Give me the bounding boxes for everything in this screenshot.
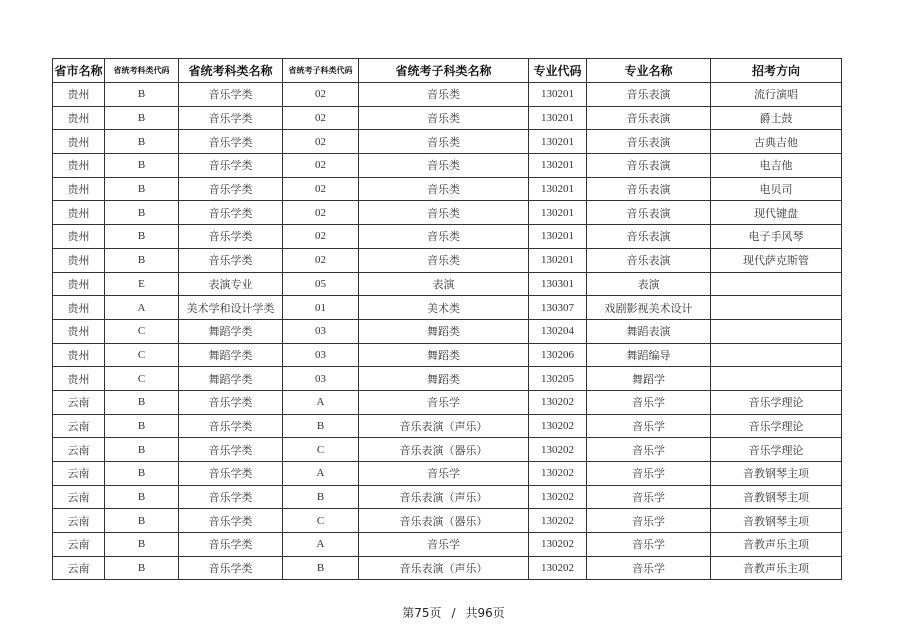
cell-province: 贵州 — [53, 272, 105, 296]
cell-province: 贵州 — [53, 319, 105, 343]
cell-major-name: 音乐学 — [587, 462, 711, 486]
cell-category-code: B — [105, 130, 179, 154]
cell-direction: 音教钢琴主项 — [711, 462, 842, 486]
cell-category-name: 表演专业 — [179, 272, 283, 296]
cell-direction — [711, 343, 842, 367]
cell-category-code: B — [105, 225, 179, 249]
cell-category-code: B — [105, 248, 179, 272]
cell-subcategory-code: A — [283, 462, 359, 486]
cell-province: 云南 — [53, 556, 105, 580]
table-row — [53, 225, 842, 249]
cell-category-code: C — [105, 367, 179, 391]
header-category-name: 省统考科类名称 — [179, 59, 283, 83]
cell-subcategory-name: 音乐表演（器乐） — [359, 438, 529, 462]
table-row — [53, 177, 842, 201]
cell-category-code: B — [105, 201, 179, 225]
header-major-code: 专业代码 — [529, 59, 587, 83]
cell-category-code: B — [105, 533, 179, 557]
cell-category-code: B — [105, 462, 179, 486]
cell-subcategory-code: 02 — [283, 201, 359, 225]
cell-province: 贵州 — [53, 296, 105, 320]
table-row — [53, 533, 842, 557]
cell-major-code: 130307 — [529, 296, 587, 320]
cell-major-name: 音乐表演 — [587, 130, 711, 154]
cell-major-code: 130204 — [529, 319, 587, 343]
cell-major-name: 音乐表演 — [587, 225, 711, 249]
cell-category-name: 音乐学类 — [179, 154, 283, 178]
cell-major-code: 130202 — [529, 485, 587, 509]
cell-major-name: 音乐表演 — [587, 177, 711, 201]
cell-province: 贵州 — [53, 225, 105, 249]
table-row — [53, 462, 842, 486]
cell-direction: 现代萨克斯管 — [711, 248, 842, 272]
cell-subcategory-name: 音乐表演（器乐） — [359, 509, 529, 533]
cell-category-name: 音乐学类 — [179, 485, 283, 509]
cell-subcategory-name: 音乐类 — [359, 201, 529, 225]
table-row — [53, 154, 842, 178]
table-row — [53, 319, 842, 343]
cell-subcategory-code: A — [283, 390, 359, 414]
cell-category-name: 美术学和设计学类 — [179, 296, 283, 320]
cell-direction: 电子手风琴 — [711, 225, 842, 249]
cell-category-name: 音乐学类 — [179, 414, 283, 438]
cell-category-name: 音乐学类 — [179, 83, 283, 107]
header-province: 省市名称 — [53, 59, 105, 83]
cell-direction — [711, 272, 842, 296]
cell-major-name: 音乐学 — [587, 390, 711, 414]
table-row — [53, 83, 842, 107]
cell-direction: 爵士鼓 — [711, 106, 842, 130]
cell-province: 贵州 — [53, 106, 105, 130]
cell-major-code: 130301 — [529, 272, 587, 296]
cell-major-code: 130201 — [529, 177, 587, 201]
cell-major-name: 舞蹈编导 — [587, 343, 711, 367]
cell-subcategory-name: 音乐类 — [359, 177, 529, 201]
cell-major-name: 音乐表演 — [587, 83, 711, 107]
cell-category-code: B — [105, 485, 179, 509]
admissions-table — [52, 58, 842, 580]
cell-direction: 现代键盘 — [711, 201, 842, 225]
cell-subcategory-name: 舞蹈类 — [359, 319, 529, 343]
table-row — [53, 343, 842, 367]
cell-major-code: 130201 — [529, 201, 587, 225]
cell-category-name: 舞蹈学类 — [179, 343, 283, 367]
cell-major-code: 130201 — [529, 248, 587, 272]
cell-subcategory-code: B — [283, 556, 359, 580]
cell-category-code: B — [105, 438, 179, 462]
cell-major-code: 130202 — [529, 414, 587, 438]
cell-major-code: 130201 — [529, 154, 587, 178]
table-row — [53, 201, 842, 225]
table-row — [53, 272, 842, 296]
cell-category-name: 音乐学类 — [179, 533, 283, 557]
cell-subcategory-code: A — [283, 533, 359, 557]
cell-province: 贵州 — [53, 343, 105, 367]
cell-category-code: B — [105, 414, 179, 438]
cell-subcategory-code: 02 — [283, 83, 359, 107]
cell-major-code: 130202 — [529, 462, 587, 486]
table-header-row — [53, 59, 842, 83]
cell-province: 贵州 — [53, 248, 105, 272]
cell-category-code: B — [105, 556, 179, 580]
cell-subcategory-name: 音乐类 — [359, 225, 529, 249]
header-category-code: 省统考科类代码 — [105, 59, 179, 83]
cell-direction: 电吉他 — [711, 154, 842, 178]
header-direction: 招考方向 — [711, 59, 842, 83]
cell-direction — [711, 319, 842, 343]
table-row — [53, 509, 842, 533]
cell-major-name: 音乐表演 — [587, 154, 711, 178]
cell-major-name: 音乐表演 — [587, 248, 711, 272]
table-row — [53, 296, 842, 320]
cell-province: 云南 — [53, 462, 105, 486]
cell-category-name: 音乐学类 — [179, 438, 283, 462]
cell-subcategory-name: 音乐表演（声乐） — [359, 414, 529, 438]
cell-category-code: C — [105, 343, 179, 367]
cell-major-name: 音乐学 — [587, 556, 711, 580]
cell-subcategory-name: 舞蹈类 — [359, 367, 529, 391]
cell-direction: 音乐学理论 — [711, 414, 842, 438]
cell-direction: 流行演唱 — [711, 83, 842, 107]
cell-major-name: 音乐学 — [587, 533, 711, 557]
table-row — [53, 485, 842, 509]
cell-category-name: 音乐学类 — [179, 556, 283, 580]
cell-major-code: 130202 — [529, 390, 587, 414]
cell-subcategory-name: 音乐表演（声乐） — [359, 556, 529, 580]
cell-major-code: 130205 — [529, 367, 587, 391]
cell-category-code: E — [105, 272, 179, 296]
cell-direction: 音教钢琴主项 — [711, 509, 842, 533]
cell-major-code: 130201 — [529, 225, 587, 249]
cell-category-code: A — [105, 296, 179, 320]
cell-category-code: B — [105, 177, 179, 201]
cell-category-code: B — [105, 154, 179, 178]
total-pages: 共96页 — [465, 606, 505, 620]
cell-category-name: 舞蹈学类 — [179, 367, 283, 391]
cell-major-code: 130206 — [529, 343, 587, 367]
cell-subcategory-code: 03 — [283, 319, 359, 343]
cell-subcategory-code: 03 — [283, 343, 359, 367]
cell-direction: 音乐学理论 — [711, 438, 842, 462]
table-row — [53, 130, 842, 154]
cell-category-code: C — [105, 319, 179, 343]
cell-category-name: 音乐学类 — [179, 130, 283, 154]
cell-subcategory-name: 音乐类 — [359, 130, 529, 154]
cell-major-name: 音乐学 — [587, 509, 711, 533]
header-major-name: 专业名称 — [587, 59, 711, 83]
cell-subcategory-code: 01 — [283, 296, 359, 320]
cell-direction: 音教声乐主项 — [711, 556, 842, 580]
cell-province: 贵州 — [53, 367, 105, 391]
cell-province: 贵州 — [53, 154, 105, 178]
header-subcategory-code: 省统考子科类代码 — [283, 59, 359, 83]
cell-direction: 电贝司 — [711, 177, 842, 201]
cell-province: 云南 — [53, 509, 105, 533]
cell-major-name: 表演 — [587, 272, 711, 296]
cell-category-code: B — [105, 83, 179, 107]
cell-subcategory-name: 美术类 — [359, 296, 529, 320]
cell-major-code: 130202 — [529, 556, 587, 580]
cell-province: 云南 — [53, 438, 105, 462]
cell-subcategory-code: B — [283, 414, 359, 438]
cell-subcategory-name: 表演 — [359, 272, 529, 296]
cell-major-code: 130202 — [529, 438, 587, 462]
cell-subcategory-code: B — [283, 485, 359, 509]
cell-province: 云南 — [53, 485, 105, 509]
cell-subcategory-name: 舞蹈类 — [359, 343, 529, 367]
cell-major-code: 130201 — [529, 106, 587, 130]
cell-subcategory-code: 02 — [283, 248, 359, 272]
table-row — [53, 438, 842, 462]
current-page: 第75页 — [402, 606, 442, 620]
cell-direction: 音乐学理论 — [711, 390, 842, 414]
cell-major-name: 音乐表演 — [587, 201, 711, 225]
cell-subcategory-name: 音乐学 — [359, 462, 529, 486]
cell-major-name: 舞蹈表演 — [587, 319, 711, 343]
cell-major-code: 130202 — [529, 533, 587, 557]
page-footer — [0, 604, 907, 621]
table-row — [53, 367, 842, 391]
cell-subcategory-code: 02 — [283, 106, 359, 130]
table-row — [53, 390, 842, 414]
table-row — [53, 414, 842, 438]
cell-province: 云南 — [53, 533, 105, 557]
cell-subcategory-code: C — [283, 509, 359, 533]
cell-subcategory-code: 02 — [283, 130, 359, 154]
cell-province: 云南 — [53, 414, 105, 438]
cell-category-name: 音乐学类 — [179, 509, 283, 533]
cell-subcategory-name: 音乐类 — [359, 154, 529, 178]
cell-category-name: 音乐学类 — [179, 248, 283, 272]
cell-subcategory-name: 音乐类 — [359, 83, 529, 107]
cell-major-name: 舞蹈学 — [587, 367, 711, 391]
table-body — [53, 83, 842, 580]
cell-subcategory-name: 音乐学 — [359, 533, 529, 557]
cell-subcategory-name: 音乐类 — [359, 106, 529, 130]
cell-category-name: 音乐学类 — [179, 462, 283, 486]
cell-direction: 古典吉他 — [711, 130, 842, 154]
cell-direction — [711, 367, 842, 391]
cell-category-name: 音乐学类 — [179, 106, 283, 130]
cell-subcategory-name: 音乐类 — [359, 248, 529, 272]
header-subcategory-name: 省统考子科类名称 — [359, 59, 529, 83]
cell-category-name: 舞蹈学类 — [179, 319, 283, 343]
table-row — [53, 556, 842, 580]
cell-province: 贵州 — [53, 130, 105, 154]
cell-category-code: B — [105, 509, 179, 533]
cell-subcategory-code: 03 — [283, 367, 359, 391]
cell-major-name: 音乐学 — [587, 414, 711, 438]
table-row — [53, 106, 842, 130]
cell-subcategory-code: 02 — [283, 177, 359, 201]
cell-province: 云南 — [53, 390, 105, 414]
cell-direction — [711, 296, 842, 320]
cell-subcategory-code: C — [283, 438, 359, 462]
cell-major-code: 130201 — [529, 83, 587, 107]
cell-subcategory-name: 音乐表演（声乐） — [359, 485, 529, 509]
cell-category-code: B — [105, 390, 179, 414]
cell-major-code: 130202 — [529, 509, 587, 533]
cell-province: 贵州 — [53, 201, 105, 225]
cell-subcategory-code: 02 — [283, 225, 359, 249]
cell-major-code: 130201 — [529, 130, 587, 154]
cell-category-name: 音乐学类 — [179, 225, 283, 249]
page-separator: / — [451, 606, 456, 620]
cell-province: 贵州 — [53, 83, 105, 107]
cell-province: 贵州 — [53, 177, 105, 201]
cell-subcategory-name: 音乐学 — [359, 390, 529, 414]
cell-major-name: 戏剧影视美术设计 — [587, 296, 711, 320]
cell-major-name: 音乐学 — [587, 438, 711, 462]
cell-subcategory-code: 05 — [283, 272, 359, 296]
cell-category-code: B — [105, 106, 179, 130]
cell-direction: 音教声乐主项 — [711, 533, 842, 557]
cell-category-name: 音乐学类 — [179, 390, 283, 414]
cell-category-name: 音乐学类 — [179, 177, 283, 201]
cell-subcategory-code: 02 — [283, 154, 359, 178]
cell-major-name: 音乐表演 — [587, 106, 711, 130]
cell-major-name: 音乐学 — [587, 485, 711, 509]
cell-direction: 音教钢琴主项 — [711, 485, 842, 509]
table-row — [53, 248, 842, 272]
cell-category-name: 音乐学类 — [179, 201, 283, 225]
